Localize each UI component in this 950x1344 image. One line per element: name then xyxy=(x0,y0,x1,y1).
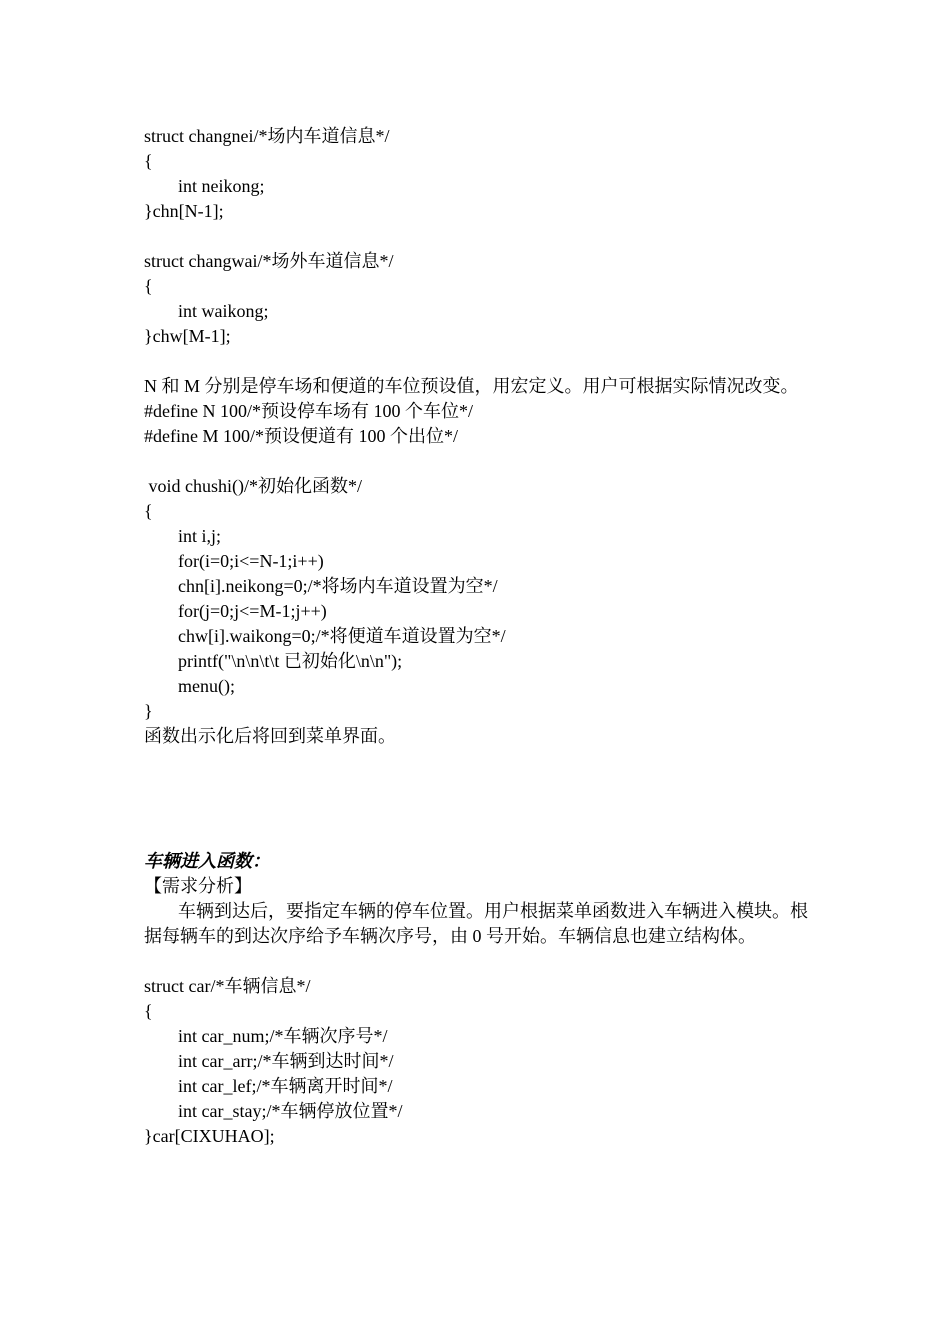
document-page xyxy=(144,124,814,1149)
code-line: struct car/*车辆信息*/ xyxy=(144,976,311,996)
blank-line xyxy=(144,349,814,374)
code-line: printf("\n\n\t\t 已初始化\n\n"); xyxy=(178,651,403,671)
subheading: 【需求分析】 xyxy=(144,876,252,896)
blank-line xyxy=(144,224,814,249)
section-car-enter xyxy=(144,849,814,949)
code-line: struct changnei/*场内车道信息*/ xyxy=(144,126,390,146)
code-line: #define M 100/*预设便道有 100 个出位*/ xyxy=(144,426,458,446)
macro-explanation xyxy=(144,374,814,449)
code-line: { xyxy=(144,1001,153,1021)
code-line: int i,j; xyxy=(178,526,222,546)
code-line: menu(); xyxy=(178,676,235,696)
blank-line xyxy=(144,824,814,849)
code-line: }chn[N-1]; xyxy=(144,201,224,221)
blank-line xyxy=(144,949,814,974)
code-line: }car[CIXUHAO]; xyxy=(144,1126,275,1146)
code-block-changwai xyxy=(144,249,814,349)
code-line: int car_stay;/*车辆停放位置*/ xyxy=(178,1101,403,1121)
code-line: for(j=0;j<=M-1;j++) xyxy=(178,601,327,621)
paragraph: 车辆到达后，要指定车辆的停车位置。用户根据菜单函数进入车辆进入模块。根据每辆车的到达次序给予车辆次序号，由 0 号开始。车辆信息也建立结构体。 xyxy=(144,901,808,946)
code-line: { xyxy=(144,151,153,171)
paragraph: N 和 M 分别是停车场和便道的车位预设值，用宏定义。用户可根据实际情况改变。 xyxy=(144,376,799,396)
code-line: }chw[M-1]; xyxy=(144,326,231,346)
code-line: chw[i].waikong=0;/*将便道车道设置为空*/ xyxy=(178,626,506,646)
code-line: int neikong; xyxy=(178,176,265,196)
code-block-changnei xyxy=(144,124,814,224)
code-line: void chushi()/*初始化函数*/ xyxy=(144,476,362,496)
section-heading: 车辆进入函数： xyxy=(144,851,270,871)
code-line: int car_lef;/*车辆离开时间*/ xyxy=(178,1076,393,1096)
code-line: } xyxy=(144,701,153,721)
blank-line xyxy=(144,774,814,799)
blank-line xyxy=(144,749,814,774)
code-line: int car_arr;/*车辆到达时间*/ xyxy=(178,1051,394,1071)
code-line: chn[i].neikong=0;/*将场内车道设置为空*/ xyxy=(178,576,498,596)
paragraph: 函数出示化后将回到菜单界面。 xyxy=(144,726,396,746)
code-line: { xyxy=(144,276,153,296)
code-line: { xyxy=(144,501,153,521)
code-line: int car_num;/*车辆次序号*/ xyxy=(178,1026,388,1046)
code-line: int waikong; xyxy=(178,301,269,321)
blank-line xyxy=(144,449,814,474)
code-block-chushi xyxy=(144,474,814,749)
blank-line xyxy=(144,799,814,824)
code-line: struct changwai/*场外车道信息*/ xyxy=(144,251,394,271)
code-line: #define N 100/*预设停车场有 100 个车位*/ xyxy=(144,401,473,421)
code-block-car xyxy=(144,974,814,1149)
code-line: for(i=0;i<=N-1;i++) xyxy=(178,551,324,571)
